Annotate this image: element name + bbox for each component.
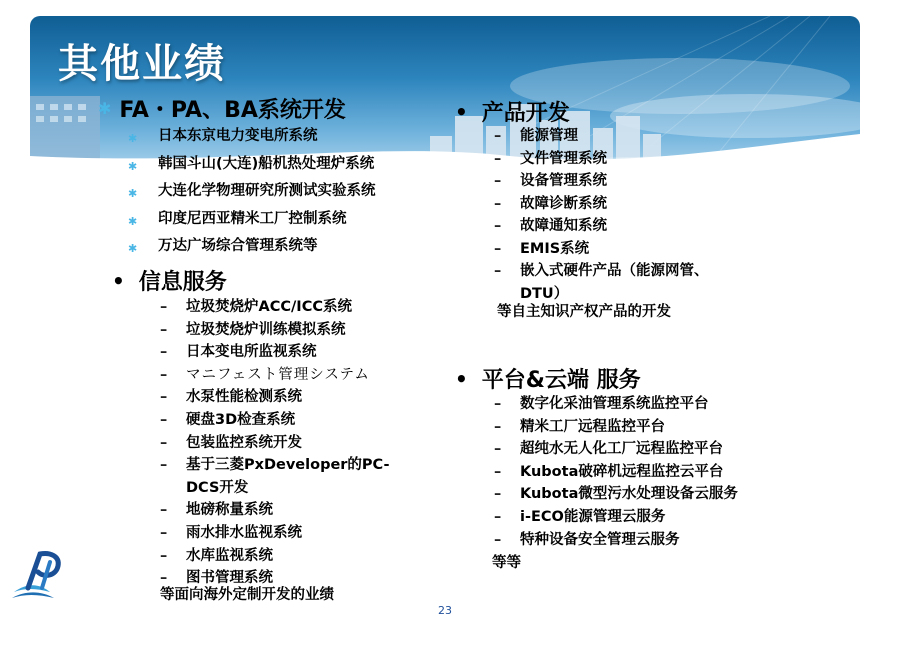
star-bullet-icon: ✱ (128, 242, 138, 255)
list-item: – 垃圾焚烧炉ACC/ICC系统 (160, 299, 352, 315)
list-item: – 基于三菱PxDeveloper的PC- (160, 457, 390, 474)
list-item: DTU） (520, 285, 569, 302)
list-item: – 水库监视系统 (160, 547, 273, 564)
list-item: – 特种设备安全管理云服务 (494, 531, 680, 548)
list-item: – Kubota破碎机远程监控云平台 (494, 463, 724, 480)
list-item: – EMIS系统 (494, 240, 590, 257)
list-item: – 包装监控系统开发 (160, 434, 302, 451)
list-item: DCS开发 (186, 479, 249, 496)
info-list (160, 296, 390, 590)
section-heading-fa-text: FA・PA、BA系统开发 (119, 98, 346, 123)
dot-bullet-icon: • (455, 99, 468, 124)
star-bullet-icon: ✱ (128, 214, 138, 228)
list-item: – Kubota微型污水处理设备云服务 (494, 486, 738, 503)
star-bullet-icon: ✱ (128, 132, 138, 145)
list-item: – 水泵性能检测系统 (160, 389, 302, 406)
star-bullet-icon: ✱ (128, 159, 138, 173)
info-footer: 等面向海外定制开发的业绩 (160, 587, 334, 603)
product-list (494, 125, 709, 305)
list-item: – 雨水排水监视系统 (160, 524, 302, 541)
list-item: ✱ 万达广场综合管理系统等 (128, 234, 376, 262)
list-item: – 地磅称量系统 (160, 502, 273, 519)
list-item: – 数字化采油管理系统监控平台 (494, 396, 709, 412)
list-item: – 能源管理 (494, 128, 578, 144)
star-bullet-icon: ✱ (128, 187, 138, 200)
cloud-footer: 等等 (492, 555, 521, 571)
list-item: ✱ 韩国斗山(大连)船机热处理炉系统 (128, 152, 376, 180)
list-item: – 嵌入式硬件产品（能源网管、 (494, 263, 709, 279)
section-heading-product (455, 96, 570, 127)
page-number: 23 (438, 604, 452, 617)
fa-list (128, 124, 376, 262)
list-item: – 日本变电所监视系统 (160, 344, 317, 361)
list-item: – 精米工厂远程监控平台 (494, 418, 665, 435)
section-heading-cloud-text: 平台&云端 服务 (481, 368, 641, 393)
section-heading-info-text: 信息服务 (138, 270, 227, 295)
star-bullet-icon: ✱ (98, 99, 112, 118)
section-heading-cloud (455, 363, 641, 394)
list-item: – i-ECO能源管理云服务 (494, 508, 666, 525)
list-item: – 超纯水无人化工厂远程监控平台 (494, 441, 723, 458)
list-item: – マニフェスト管理システム (160, 366, 370, 383)
list-item: – 故障诊断系统 (494, 195, 607, 212)
list-item: – 文件管理系统 (494, 150, 607, 167)
list-item: – 硬盘3D检查系统 (160, 411, 296, 428)
product-footer: 等自主知识产权产品的开发 (497, 304, 671, 320)
cloud-list (494, 393, 738, 551)
list-item: ✱ 日本东京电力变电所系统 (128, 124, 376, 152)
dot-bullet-icon: • (455, 366, 468, 391)
page-title: 其他业绩 (58, 41, 226, 87)
list-item: – 设备管理系统 (494, 173, 607, 189)
list-item: ✱ 印度尼西亚精米工厂控制系统 (128, 207, 376, 235)
section-heading-info (112, 265, 227, 296)
section-heading-product-text: 产品开发 (481, 101, 570, 126)
list-item: – 图书管理系统 (160, 570, 273, 587)
section-heading-fa (98, 93, 346, 124)
list-item: – 垃圾焚烧炉训练模拟系统 (160, 321, 346, 338)
dot-bullet-icon: • (112, 268, 125, 293)
list-item: ✱ 大连化学物理研究所测试实验系统 (128, 179, 376, 207)
list-item: – 故障通知系统 (494, 218, 607, 234)
company-logo-icon (10, 548, 70, 600)
